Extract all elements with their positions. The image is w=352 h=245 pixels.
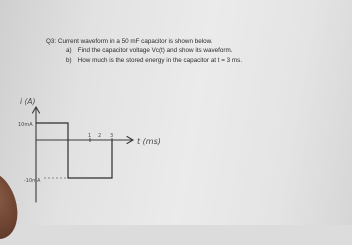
x-tick-label-2: 2	[98, 133, 102, 139]
item-a-text: Find the capacitor voltage Vc(t) and show its waveform.	[77, 47, 233, 55]
x-axis-label: t (ms)	[137, 137, 161, 146]
item-b-text: How much is the stored energy in the capacitor at t = 3 ms.	[77, 56, 243, 64]
question-title: Q3: Current waveform in a 50 mF capacitor is shown below.	[46, 38, 213, 45]
positive-pulse	[36, 123, 68, 140]
item-a-label: a)	[66, 47, 72, 55]
negative-pulse	[68, 140, 112, 178]
y-tick-top-label: 10mA	[18, 122, 33, 128]
y-axis-label: i (A)	[20, 97, 36, 106]
x-tick-label-3: 3	[110, 133, 114, 139]
y-tick-bottom-label: -10mA	[24, 178, 41, 184]
item-b-label: b)	[66, 56, 72, 64]
x-tick-label-1: 1	[88, 133, 92, 139]
